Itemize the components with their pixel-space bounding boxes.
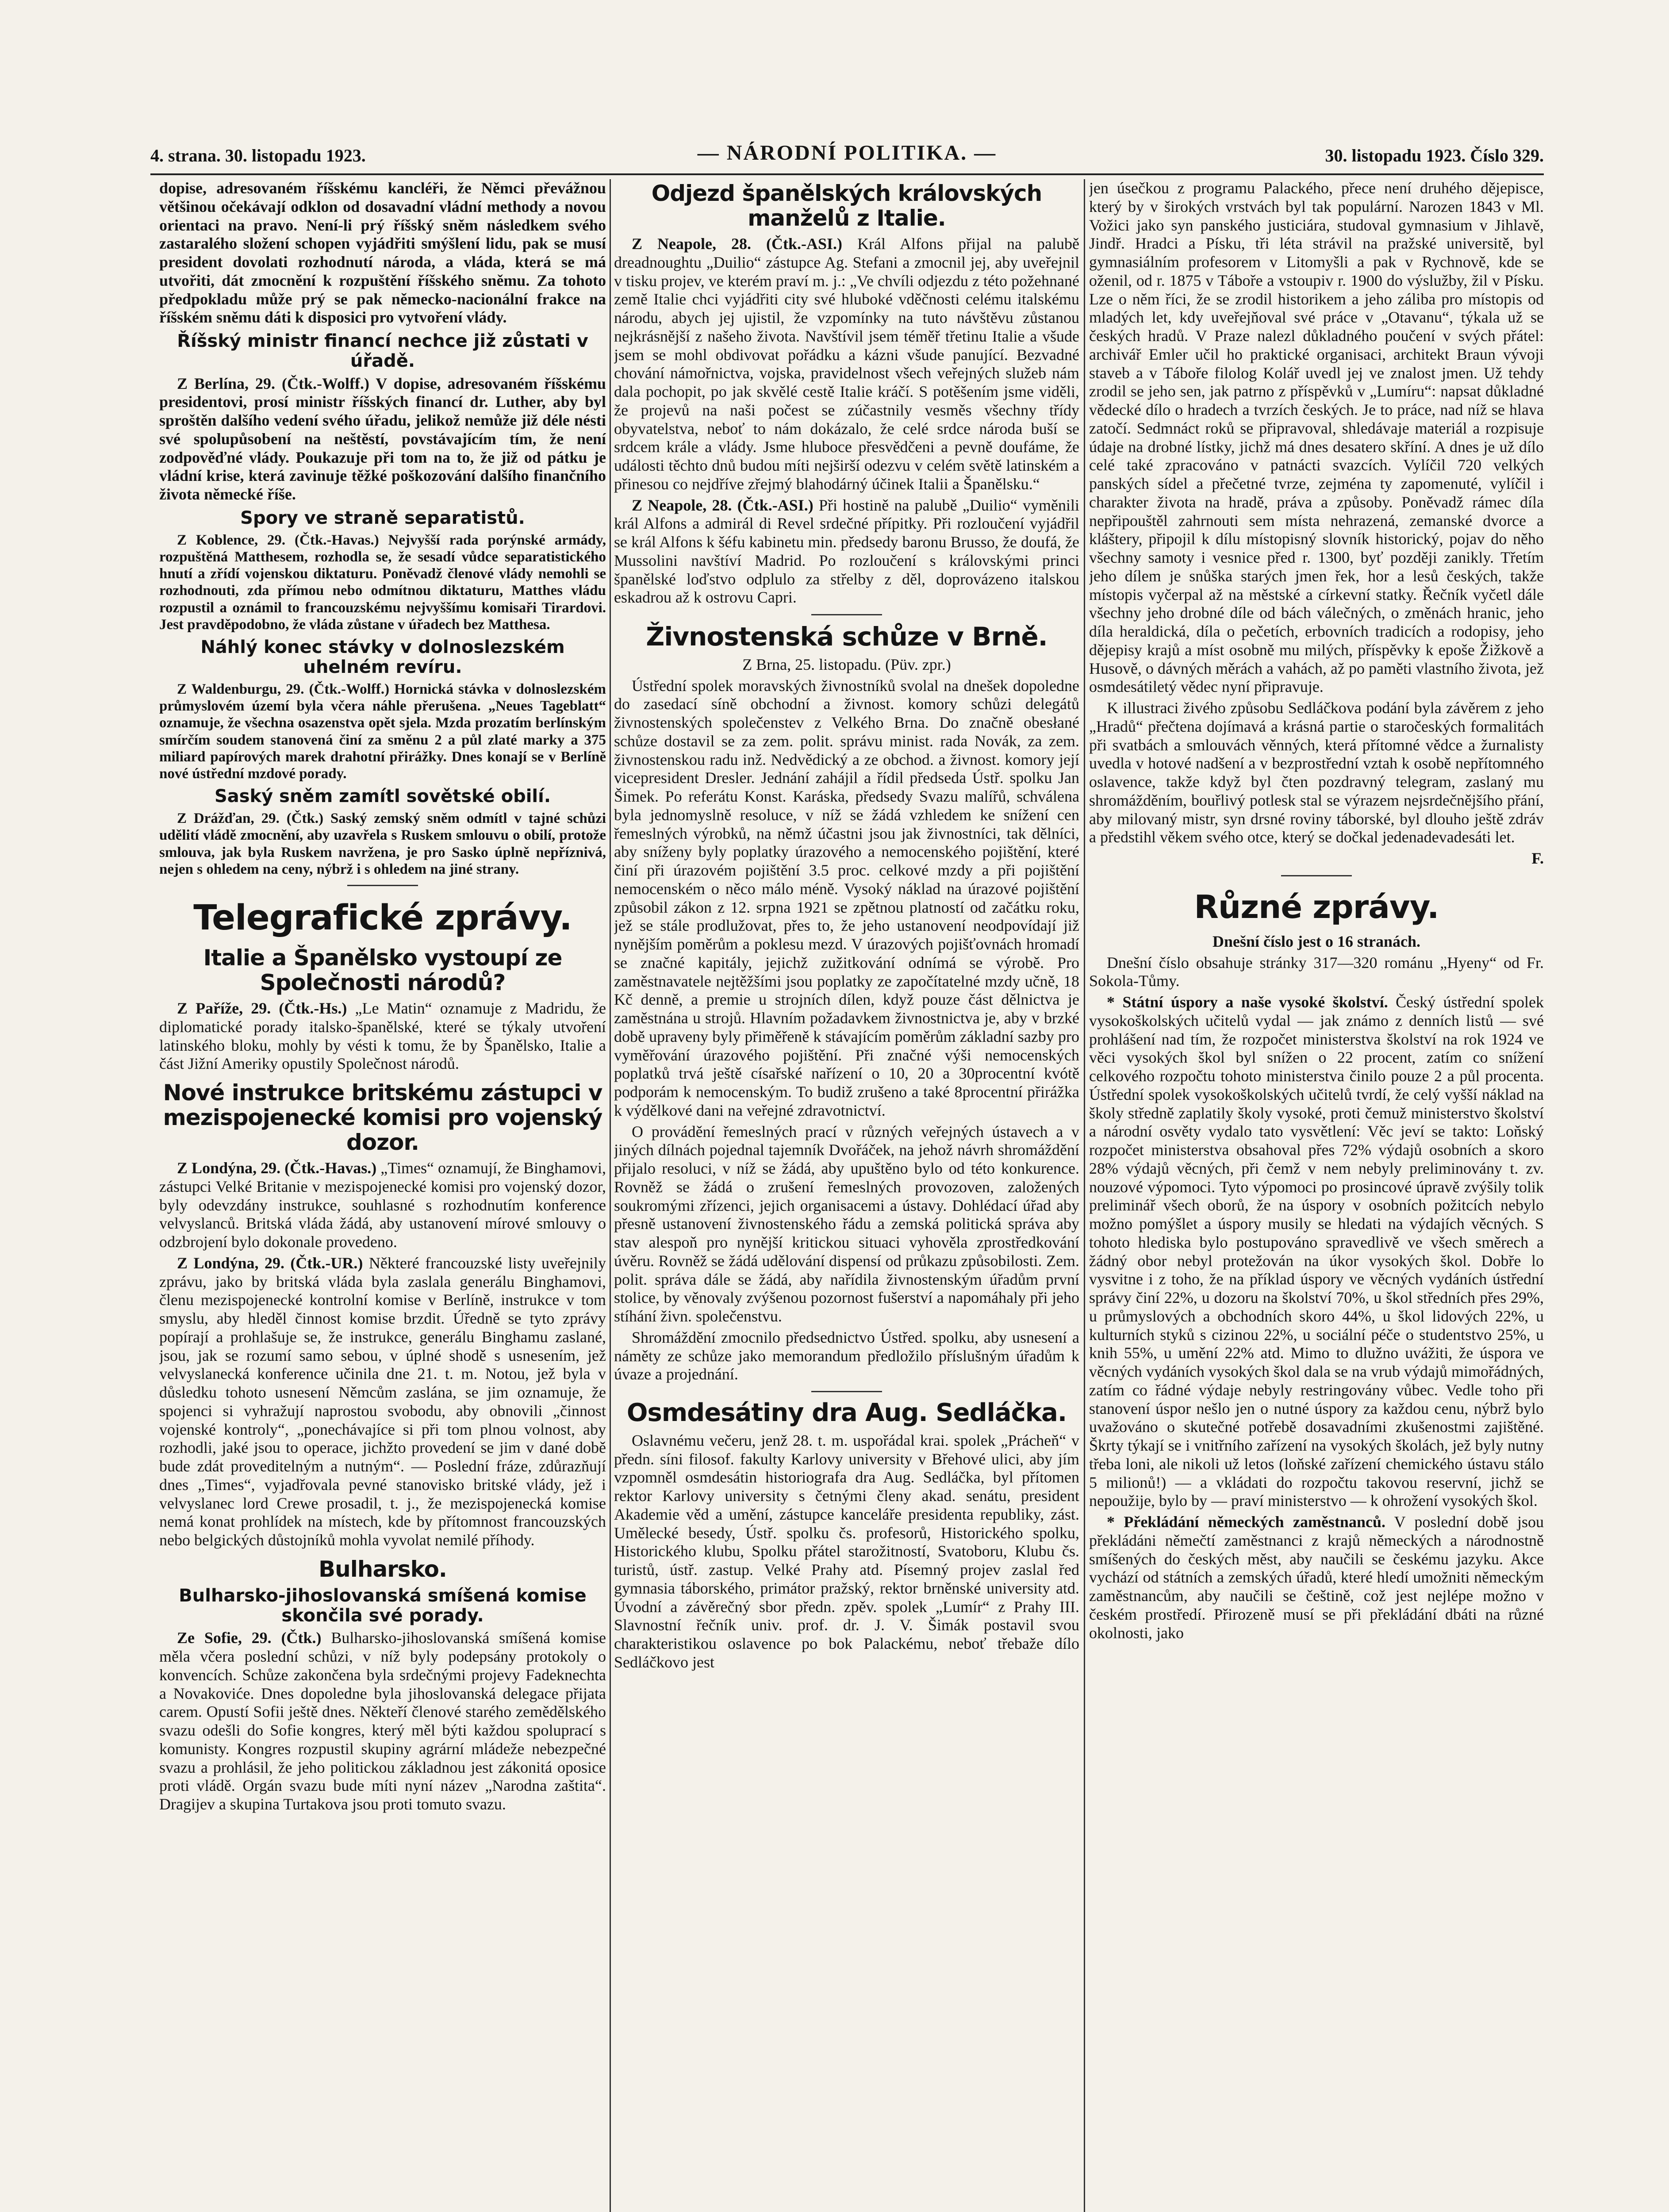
article-odjezd-2 xyxy=(614,496,1079,607)
article-odjezd-1 xyxy=(614,235,1079,494)
section-divider xyxy=(811,1391,882,1392)
bullet-star: * xyxy=(1107,1513,1124,1531)
headline-sasky-snem: Saský sněm zamítl sovětské obilí. xyxy=(214,786,551,807)
dateline: Z Drážďan, 29. (Čtk.) xyxy=(177,810,324,827)
page-number-date: 4. strana. 30. listopadu 1923. xyxy=(150,146,366,165)
article-spory xyxy=(159,532,606,634)
section-divider xyxy=(811,614,882,615)
section-divider xyxy=(1281,875,1352,876)
dateline: Z Londýna, 29. (Čtk.-UR.) xyxy=(177,1254,363,1272)
article-zivnostenska-1: Ústřední spolek moravských živnostníků svolal na dnešek dopoledne do zasedací síně obchodní a živnost. komory schůzi delegátů živnostenských společenstev z Velkého Brna. Do značně obesłané schůze dostavil se za zem. polit. správu minist. rada Novák, za zem. živnostenskou radu inž. Nedvědický a ze obchod. a živnost. komory její vicepresident Dresler. Jednání zahájil a řídil předseda Ústř. spolku Jan Šimek. Po referátu Konst. Karáska, předsedy Svazu malířů, schválena byla jednomyslně resoluce, v níž se žádá vzhledem ke snížení cen řemeslných výrobků, na němž účastni jsou jak živnostníci, tak dělníci, aby sníženy byly poplatky úrazového a nemocenského pojištění, které činí při úrazovém pojištění 3.5 proc. celkové mzdy a při pojištění nemocenském o něco málo méně. Vysoký náklad na úrazové pojištění způsobil zákon z 12. srpna 1921 se zpětnou platností od začátku roku, jež se stále prodlužovat, přes to, že jeho ustanovení neodpovídají již nynějším poměrům a poklesu mezd. V úrazových pojišťovnách hromadí se značné kapitály, jejichž zužitkování odnímá se výrobě. Pro zaměstnavatele nejtěžšími jsou poplatky ze započítatelné mzdy učně, 18 Kč denně, a premie u strojních dílen, když pouze část dělnictva je zaměstnána u strojů. Hlavním požadavkem živnostnictva je, aby v brzké době upraveny byly přiměřeně k stávajícím poměrům základní sazby pro vyměřování úrazového pojištění. Při značné výši nemocenských poplatků trvá ještě císařské nařízení o 10, 20 a 30procentní kvótě podporám k nemocenským. To budiž zrušeno a také 8procentní přirážka k výdělkové dani na veřejné zdravotnictví. xyxy=(614,676,1079,1119)
headline-zivnostenska-schuze: Živnostenská schůze v Brně. xyxy=(646,622,1047,652)
article-konec-stavky xyxy=(159,681,606,783)
column-divider-1 xyxy=(610,179,611,2212)
masthead-title: — NÁRODNÍ POLITIKA. — xyxy=(697,141,997,165)
dateline: Z Berlína, 29. (Čtk.-Wolff.) xyxy=(177,374,369,392)
article-vysoke-skolstvi xyxy=(1089,993,1544,1510)
section-title-telegraficke: Telegrafické zprávy. xyxy=(193,898,572,938)
article-osmdesatiny-continued: jen úsečkou z programu Palackého, přece není druhého dějepisce, který by v širokých vrstvách byl tak populární. Narozen 1843 v Ml. Vožici jako syn panského justiciára, studoval gymnasium v Jihlavě, Jindř. Hradci a Písku, tři léta strávil na pražské universitě, byl gymnasiálním profesorem v Litomyšli a pak v Rychnově, kde se oženil, od r. 1875 v Táboře a vstoupiv r. 1900 do výslužby, žil v Písku. Lze o něm říci, že se zrodil historikem a jeho záliba pro místopis od mladých let, kdy uveřejňoval své práce v „Otavanu“, týkala už se českých hradů. V Praze nalezl důkladného poučení v svých přátel: archivář Emler učil ho praktické organisaci, architekt Braun vývoji staveb a v Táboře filolog Kolář uvedl jej ve znalost jmen. Už tehdy zrodil se jeho sen, jak patrno z příspěvků v „Lumíru“: napsat důkladné vědecké dílo o hradech a tvrzích českých. Je to práce, nad níž se hlava zatočí. Sedmnáct roků se připravoval, shledávaje materiál a rozpisuje údaje na drobné lístky, jichž má dnes desatero skříní. A dnes je už dílo celé také zpracováno v patnácti svazcích. Vylíčil 720 velkých panských sídel a přečetné tvrze, zejména ty zapomenuté, vylíčil i charakter života na hradě, práva a způsoby. Poněvadž rámec díla nepřipouštěl zahrnouti sem místa nehrazená, zemanské dvorce a kláštery, připojil k dílu místopisný slovník historický, pojav do něho všechny samoty i vesnice před r. 1300, byť později zanikly. Třetím jeho dílem je snůška starých jmen řek, hor a lesů českých, takže místopis vyčerpal až na městské a církevní statky. Řečník vyčetl dále všechny jeho drobné díle od bách válečných, o změnách hranic, jeho díla heraldická, díla o pečetích, erbovních tradicích a rodopisy, jeho dějepisy krajů a míst osobně mu milých, příspěvky k epoše Žižkově a Husově, o dávných měrách a vahách, až po paměti vlastního života, jež osmdesátiletý vědec nyní připravuje. xyxy=(1089,179,1544,696)
dateline: Z Waldenburgu, 29. (Čtk.-Wolff.) xyxy=(177,681,390,697)
column-2 xyxy=(614,179,1079,2212)
article-ministr-financi xyxy=(159,375,606,504)
article-text: Český ústřední spolek vysokoškolských učitelů vydal — jak známo z denních listů — své prohlášení nad tím, že rozpočet ministerstva školství na rok 1924 ve věci vysokých škol byl snížen o 22 procent, zatím co snížení celkového rozpočtu tohoto ministerstva činilo pouze 2 a půl procenta. Ústřední spolek vysokoškolských učitelů tvrdí, že celý vyšší náklad na školy středně zaplatily školy vysoké, proti čemuž ministerstvo školství a národní osvěty vydalo tato vysvětlení: Věc jeví se takto: Loňský rozpočet ministerstva obsahoval přes 72% výdajů osobních a skoro 28% výdajů věcných, při čemž v nem nebyly preliminovány t. zv. nouzové výpomoci. Tyto výpomoci po prosincové úpravě zvýšily tolik preliminář všech oborů, že na úspory v osobních požitcích nebylo možno pomýšlet a úspory musily se hledati na výdajích věcných. S tohoto hlediska bylo postupováno spravedlivě ve všech směrech a žádný obor nebyl protežován na úkor vysokých škol. Dobře lo vysvitne i z toho, že na příklad úspory ve věcných vydáních ústřední správy činí 22%, u dozoru na školství 70%, u škol středních přes 29%, u průmyslových a obchodních skoro 44%, u škol lidových 22%, u kulturních styků s cizinou 22%, u sociální péče o studentstvo 25%, u knih 55%, u umění 22% atd. Mimo to dlužno uvážiti, že úspora ve věcných vydáních vysokých škol dala se na vrub výdajů mimořádných, zatím co řádné výdaje nebyly restringovány vůbec. Vedle toho při stanovení úspor nešlo jen o nutné úspory za každou cenu, nýbrž bylo uvažováno o skutečné potřebě dosavadními zkušenostmi zajištěné. Škrty týkají se i vnitřního zařízení na vysokých školách, jež byly nutny třeba loni, ale nikoli už letos (loňské zařízení chemického ústavu stálo 5 milionů!) — a vkládati do rozpočtu takovou reservní, jichž se nepoužije, bylo by — praví ministerstvo — k ohrožení vysokých škol. xyxy=(1089,993,1544,1510)
article-text: „Times“ oznamují, že Binghamovi, zástupci Velké Britanie v mezispojenecké komisi pro vojenský dozor, byly odevzdány instrukce, souhlasné s rozhodnutím konference velvyslanců. Britská vláda žádá, aby ustanovení mírové smlouvy o odzbrojení bylo dokonale provedeno. xyxy=(159,1159,606,1251)
headline-bulharsko: Bulharsko. xyxy=(318,1556,447,1582)
article-text: Při hostině na palubě „Duilio“ vyměnili král Alfons a admirál di Revel srdečné přípitky. Při rozloučení vyjádřil se král Alfons k šéfu kabinetu min. předsedy baronu Brusso, že doufá, že Mussolini navštíví Madrid. Po rozloučení s královskými princi španělské loďstvo odplulo za střelby z děl, doprovázeno italskou eskadrou až k ostrovu Capri. xyxy=(614,496,1079,607)
column-divider-2 xyxy=(1084,179,1085,2212)
dateline: Z Paříže, 29. (Čtk.-Hs.) xyxy=(177,999,347,1018)
article-osmdesatiny: Oslavnému večeru, jenž 28. t. m. uspořádal krai. spolek „Prácheň“ v předn. síni filosof. fakulty Karlovy university v Břehové ulici, aby jím vzpomněl osmdesátin historiografa dra Aug. Sedláčka, byl přítomen rektor Karlovy university s četnými členy akad. senátu, president Akademie věd a umění, zástupce kanceláře presidenta republiky, zást. Umělecké besedy, Ústř. spolku čs. profesorů, Historického spolku, Historického klubu, Spolku přátel starožitností, Svatoboru, Klubu čs. turistů, ústř. zastup. Velké Prahy atd. Písemný projev zaslal řed gymnasia táborského, primátor pražský, rektor brněnské university atd. Úvodní a závěrečný sbor předn. zpěv. spolek „Lumír“ z Prahy III. Slavnostní řečník univ. prof. dr. J. V. Šimák postavil svou charakteristikou oslavence po bok Palackému, neboť třebaže dílo Sedláčkovo jest xyxy=(614,1431,1079,1671)
headline-konec-stavky: Náhlý konec stávky v dolnoslezském uhelném revíru. xyxy=(200,637,565,678)
article-instrukce-1 xyxy=(159,1159,606,1252)
article-italie-spanelsko xyxy=(159,999,606,1073)
article-text: Bulharsko-jihoslovanská smíšená komise měla včera poslední schůzi, v níž byly podepsány protokoly o konvencích. Schůze zakončena byla srdečnými projevy Fadeknechta a Novakoviće. Dnes dopoledne byla jihoslovanská delegace přijata carem. Opustí Sofii ještě dnes. Někteří členové starého zemědělského svazu odešli do Sofie kongres, který měl býti každou spoluprací s komunisty. Kongres rozpustil skupiny agrární mládeže nebezpečné svazu a prohlásil, že jeho politickou základnou jest zákonitá oposice proti vládě. Orgán svazu bude míti nyní název „Narodna zaštita“. Dragijev a skupina Turtakova jsou proti tomuto svazu. xyxy=(159,1629,606,1813)
headline-odjezd-spanelskych: Odjezd španělských královských manželů z Italie. xyxy=(651,180,1042,231)
article-text: Hornická stávka v dolnoslezském průmyslovém území byla včera náhle přerušena. „Neues Tageblatt“ oznamuje, že všechna osazenstva opět sjela. Mzda prozatím berlínským smírčím soudem stanovená činí za směnu 2 a půl zlaté marky a 375 miliard papírových marek drahotní přirážky. Dnes konají se v Berlíně nové ústřední mzdové porady. xyxy=(159,681,606,782)
article-text: V dopise, adresovaném říšskému presidentovi, prosí ministr říšských financí dr. Luther, aby byl sproštěn dalšího vedení svého úřadu, jelikož nemůže již déle nésti své spolupůsobení na neštěstí, povstávajícím tím, že není zodpověďné vlády. Poukazuje při tom na to, že již od pátku je vládní krise, která zavinuje těžké poškozování dalšího finančního života německé říše. xyxy=(159,374,606,503)
article-text: Některé francouzské listy uveřejnily zprávu, jako by britská vláda byla zaslala generálu Binghamovi, členu mezispojenecké kontrolní komise v Berlíně, instrukce v tom smyslu, aby hleděl činnost komise brzdit. Úředně se tyto zprávy popírají a prohlašuje se, že instrukce, generálu Binghamu zaslané, jsou, jak se rozumí samo sebou, v úplné shodě s usnesením, jež velvyslanecká konference učinila dne 21. t. m. Notou, jež byla v důsledku tohoto usnesení Němcům zaslána, se jim oznamuje, že spojenci si vyhražují naprostou svobodu, aby obnovili „činnost vojenské kontroly“, „ponechávajíce si při tom plnou volnost, aby rozhodli, jaké jsou to operace, jichžto provedení se jim v dané době bude zdát proveditelným a nutným“. — Poslední fráze, zdůrazňují dnes „Times“, vyjadřovala pevné stanovisko britské vlády, jež i velvyslanec lord Crewe prosadil, t. j., že mezispojenecká komise nemá konat prohlídek na místech, kde by přítomnost francouzských nebo belgických důstojníků mohla vyvolat nemilé příhody. xyxy=(159,1254,606,1549)
section-title-ruzne-zpravy: Různé zprávy. xyxy=(1194,888,1439,926)
article-lead: Překládání německých zaměstnanců. xyxy=(1124,1513,1385,1531)
article-zivnostenska-3: Shromáždění zmocnilo předsednictvo Ústřed. spolku, aby usnesení a náměty ze schůze jako memorandum předložilo příslušným úřadům k úvaze a projednání. xyxy=(614,1328,1079,1383)
dateline: Ze Sofie, 29. (Čtk.) xyxy=(177,1629,322,1647)
subheadline-bulharsko-komise: Bulharsko-jihoslovanská smíšená komise skončila své porady. xyxy=(179,1585,587,1626)
section-divider xyxy=(347,885,418,886)
notice-roman-hyeny: Dnešní číslo obsahuje stránky 317—320 románu „Hyeny“ od Fr. Sokola-Tůmy. xyxy=(1089,953,1544,990)
column-3 xyxy=(1089,179,1544,2212)
dateline: Z Neapole, 28. (Čtk.-ASI.) xyxy=(632,235,843,253)
dateline-brno: Z Brna, 25. listopadu. (Püv. zpr.) xyxy=(742,655,951,673)
notice-16-stran: Dnešní číslo jest o 16 stranách. xyxy=(1212,932,1420,950)
author-signature: F. xyxy=(1531,849,1544,867)
article-text: Král Alfons přijal na palubě dreadnoughtu „Duilio“ zástupce Ag. Stefani a zmocnil jej, aby uveřejnil v tisku projev, ve kterém praví m. j.: „Ve chvíli odjezdu z této požehnané země Italie chci vyjádřiti city své hluboké vděčnosti celému italskému národu, abych jej ujistil, že vzpomínky na tuto návštěvu zůstanou nejkrásnější z našeho života. Navštívil jsem téměř třetinu Italie a všude jsem se mohl obdivovat pořádku a kázni všude panující. Bezvadné chování námořnictva, vojska, pravidelnost všech veřejných služeb nám dala pochopit, po jak skvělé cestě Italie kráčí. S potěšením jsme viděli, že projevů na naši počest se zúčastnily vesměs všechny třídy obyvatelstva, neboť to nám dokázalo, že celé srdce národa buší se srdcem krále a vlády. Jsme hluboce přesvědčeni a pevně doufáme, že události těchto dnů budou míti nejširší odezvu v celém světě latinském a přinesou co nejdříve zřejmý blahodárný účinek Italii a Španělsku.“ xyxy=(614,235,1079,493)
article-lead: Státní úspory a naše vysoké školství. xyxy=(1122,993,1388,1011)
article-continuation: dopise, adresovaném říšskému kancléři, že Němci převážnou většinou očekávají odklon od dosavadní vládní methody a novou orientaci na pravo. Není-li prý říšský sněm následkem svého zastaralého složení schopen vyjádřiti smýšlení lidu, pak se musí president dovolati rozhodnutí národa, a vláda, která se má utvořiti, dát zmocnění k rozpuštění říšského sněmu. Za tohoto předpokladu může prý se pak německo-nacionální frakce na říšském sněmu dáti k disposici pro vytvoření vlády. xyxy=(159,179,606,326)
headline-italie-spanelsko: Italie a Španělsko vystoupí ze Společnosti národů? xyxy=(203,945,562,996)
dateline: Z Neapole, 28. (Čtk.-ASI.) xyxy=(632,496,813,514)
bullet-star: * xyxy=(1107,993,1123,1011)
dateline: Z Koblence, 29. (Čtk.-Havas.) xyxy=(177,532,379,548)
article-text: V poslední době jsou překládáni němečtí zaměstnanci z krajů německých a národnostně smíšených do českých měst, aby naučili se českému jazyku. Akce vychází od státních a zemských úřadů, které hledí umožniti německým zaměstnancům, aby naučili se češtině, což jest nejlépe možno v českém prostředí. Přirozeně musí se při překládání dbáti na různé okolnosti, jako xyxy=(1089,1513,1544,1642)
dateline: Z Londýna, 29. (Čtk.-Havas.) xyxy=(177,1159,377,1177)
article-text: „Le Matin“ oznamuje z Madridu, že diplomatické porady italsko-španělské, které se týkaly utvoření latinského bloku, mohly by vésti k tomu, že by Španělsko, Italie a část Jižní Ameriky opustily Společnost národů. xyxy=(159,999,606,1073)
headline-spory-separatistu: Spory ve straně separatistů. xyxy=(240,507,525,528)
column-1 xyxy=(159,179,606,2212)
headline-ministr-financi: Říšský ministr financí nechce již zůstati v úřadě. xyxy=(177,331,588,371)
header-rule xyxy=(150,173,1544,175)
article-sasky-snem xyxy=(159,810,606,878)
issue-date-number: 30. listopadu 1923. Číslo 329. xyxy=(1325,146,1544,165)
article-bulharsko xyxy=(159,1629,606,1814)
headline-nove-instrukce: Nové instrukce britskému zástupci v mezispojenecké komisi pro vojenský dozor. xyxy=(163,1080,602,1156)
article-osmdesatiny-continued-2: K illustraci živého způsobu Sedláčkova podání byla závěrem z jeho „Hradů“ přečtena dojímavá a krásná partie o staročeských formalitách při svatbách a smlouvách věnných, která přítomné vědce a žurnalisty uvedla v hotové nadšení a v bezprostřední vztah k osobě nepřítomného oslavence, takže když byl čten pozdravný telegram, zaslaný mu shromážděním, bouřlivý potlesk stal se výrazem nejsrdečnějšího přání, aby milovaný mistr, syn drsné roviny táborské, byl dlouho ještě zdráv a předstihl věkem svého otce, který se dočkal jedenadevadesáti let. xyxy=(1089,699,1544,846)
article-instrukce-2 xyxy=(159,1254,606,1550)
running-head xyxy=(150,141,1544,172)
article-text: Saský zemský sněm odmítl v tajné schůzi udělití vládě zmocnění, aby uzavřela s Ruskem smlouvu o obilí, protože smlouva, jak byla Ruskem navržena, je pro Sasko úplně nepříznivá, nejen s ohledem na ceny, nýbrž i s ohledem na jiné strany. xyxy=(159,810,606,878)
headline-osmdesatiny: Osmdesátiny dra Aug. Sedláčka. xyxy=(626,1398,1067,1428)
article-text: Nejvyšší rada porýnské armády, rozpuštěná Matthesem, rozhodla se, že sesadí vůdce separatistického hnutí a zřídí vojenskou diktaturu. Poněvadž členové vlády nemohli se rozhodnouti, zda přímou nebo odmítnou diktaturu, Matthes vládu rozpustil a oznámil to francouzskému nejvyššímu komisaři Tirardovi. Jest pravděpodobno, že vláda zůstane v úřadech bez Matthesa. xyxy=(159,532,606,633)
article-zivnostenska-2: O provádění řemeslných prací v různých veřejných ústavech a v jiných dílnách pojednal tajemník Dvořáček, na jehož návrh shromáždění přijalo resoluci, v níž se žádá, aby upuštěno bylo od této konkurence. Rovněž se žádá o zrušení řemeslných provozoven, založených soukromými zřízenci, jejich organisacemi a ústavy. Dohlédací úřad aby přesně ustanovení živnostenského řádu a zemská politická správa aby stav alespoň pro nynější kritickou situaci vyhověla zprostředkování úvěru. Rovněž se žádá udělování dispensí od průkazu způsobilosti. Zem. polit. správa dále se žádá, aby nařídila živnostenským úřadům první stolice, by věnovaly zvýšenou pozornost fušerství a napomáhaly při jeho stíhání živn. společenstvu. xyxy=(614,1122,1079,1325)
article-prekladani xyxy=(1089,1513,1544,1642)
